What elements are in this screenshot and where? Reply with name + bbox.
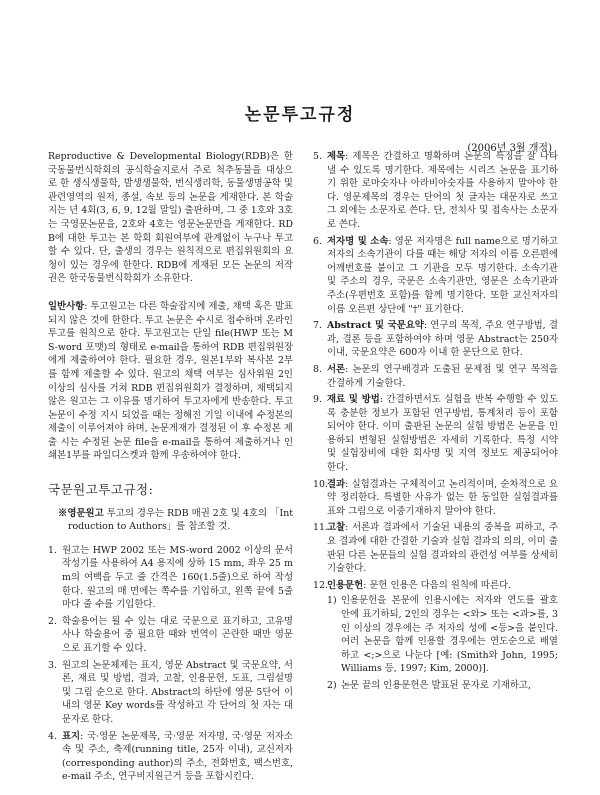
left-column	[48, 150, 293, 787]
rule-label: 서론	[327, 363, 346, 375]
rule-item-5	[313, 150, 558, 232]
rule-label: 인용문헌	[327, 579, 364, 591]
rule-item-7	[313, 319, 558, 360]
revision-date: (2006년 3월 개정)	[467, 143, 552, 154]
rule-text: : 영문 저자명은 full name으로 명기하고 저자의 소속기관이 다를 때는 해당 저자의 이름 오른편에 어깨번호를 붙이고 그 기관을 모두 명기한다. 소속기관 및 주소의 경우, 국문은 소속기관만, 영문은 소속기관과 주소(우편번호 포함)를 함께 명기한다. 또한 교신저자의 이름 오른편 상단에 "†" 표기한다.	[327, 235, 558, 315]
rule-label: 저자명 및 소속	[327, 235, 389, 247]
citation-number: 1)	[327, 595, 337, 607]
rule-item-9	[313, 393, 558, 475]
rule-text: 원고는 HWP 2002 또는 MS-word 2002 이상의 문서작성기를 사용하여 A4 용지에 상하 15 mm, 좌우 25 mm의 여백을 두고 줄 간격은 160(1.5줄)으로 하여 작성한다. 원고의 매 면에는 쪽수를 기입하고, 왼쪽 끝에 5줄마다 줄 수를 기입한다.	[62, 544, 293, 611]
rule-text: 원고의 논문체제는 표지, 영문 Abstract 및 국문요약, 서론, 재료 및 방법, 결과, 고찰, 인용문헌, 도표, 그림설명 및 그림 순으로 한다. Abstract의 하단에 영문 5단어 이내의 영문 Key words를 작성하고 각 단어의 첫 자는 대문자로 한다.	[62, 659, 293, 725]
citation-text: 인용문헌을 본문에 인용시에는 저자와 연도를 괄호 안에 표기하되, 2인의 경우는 <와> 또는 <과>를, 3인 이상의 경우에는 주 저자의 성에 <등>을 붙인다. 여러 논문을 함께 인용할 경우에는 연도순으로 배열하고 <;>으로 나눈다 [예: (Smith와 John, 1995; Williams 등, 1997; Kim, 2000)].	[341, 595, 558, 675]
citation-text: 논문 끝의 인용문헌은 발표된 문자로 기재하고,	[341, 679, 531, 691]
rule-text: : 제목은 간결하고 명확하며 논문의 특징을 잘 나타낼 수 있도록 명기한다. 제목에는 시리즈 논문을 표기하기 위한 로마숫자나 아라비아숫자를 사용하지 말아야 한다. 영문제목의 경우는 단어의 첫 글자는 대문자로 쓰고 그 외에는 소문자로 쓴다. 단, 전치사 및 접속사는 소문자로 쓴다.	[327, 151, 558, 230]
intro-paragraph: Reproductive & Developmental Biology(RDB)은 한국동물번식학회의 공식학술지로서 주로 척추동물을 대상으로 한 생식생물학, 발생생물학, 번식생리학, 동물생명공학 및 관련영역의 원저, 종설, 속보 등의 논문을 게재한다. 본 학술지는 년 4회(3, 6, 9, 12월 말일) 출판하며, 그 중 1호와 3호는 국영문논문을, 2호와 4호는 영문논문만을 게재한다. RDB에 대한 투고는 본 학회 회원여부에 관계없이 누구나 투고할 수 있다. 단, 출생의 경우는 원칙적으로 편집위원회의 요청이 있는 경우에 한한다. RDB에 게재된 모든 논문의 저작권은 한국동물번식학회가 소유한다.	[48, 151, 293, 285]
rule-item-4	[48, 730, 293, 784]
rule-number: 11.	[313, 522, 328, 534]
rule-number: 7.	[313, 320, 322, 332]
citation-rules	[327, 594, 558, 692]
general-label: 일반사항	[48, 300, 85, 312]
rule-text: 학술용어는 될 수 있는 대로 국문으로 표기하고, 고유명사나 학술용어 중 필요한 때와 번역이 곤란한 때만 영문으로 표기할 수 있다.	[62, 615, 293, 654]
rule-number: 4.	[48, 730, 57, 742]
general-section	[48, 300, 293, 463]
citation-rule-1	[327, 594, 558, 676]
rule-item-6	[313, 235, 558, 317]
rule-text: : 서론과 결과에서 기술된 내용의 중복을 피하고, 주요 결과에 대한 간결한 기술과 실험 결과의 의의, 이미 출판된 다른 논문들의 실험 결과와의 관련성 여부를 상세히 기술한다.	[327, 522, 558, 575]
rule-item-2	[48, 615, 293, 656]
rule-label: 고찰	[327, 522, 346, 534]
rule-text: : 문헌 인용은 다음의 원칙에 따른다.	[363, 579, 512, 591]
rule-label: 표지	[62, 730, 81, 742]
note-label: ※영문원고	[58, 507, 104, 519]
rule-text: : 연구의 목적, 주요 연구방법, 결과, 결론 등을 포함하여야 하며 영문 Abstract는 250자 이내, 국문요약은 600자 이내 한 문단으로 한다.	[327, 320, 558, 359]
rule-number: 3.	[48, 659, 57, 671]
rule-item-10	[313, 478, 558, 519]
rule-item-3	[48, 659, 293, 727]
rule-number: 8.	[313, 363, 322, 375]
rule-text: : 실험결과는 구체적이고 논리적이며, 순차적으로 요약 정리한다. 특별한 사유가 없는 한 동일한 실험결과를 표와 그림으로 이중기재하지 말아야 한다.	[327, 478, 558, 517]
page-title: 논문투고규정	[244, 105, 356, 125]
rules-list-left	[48, 544, 293, 784]
rule-item-8	[313, 363, 558, 390]
general-text: : 투고원고는 다른 학술잡지에 제출, 채택 혹은 발표되지 않은 것에 한한다. 투고 논문은 수시로 접수하며 온라인 투고를 원칙으로 한다. 투고원고는 단일 file(HWP 또는 MS-word 포맷)의 형태로 e-mail을 통하여 RDB 편집위원장에게 제출하여야 한다. 필요한 경우, 원본1부와 복사본 2부를 함께 제출할 수 있다. 원고의 채택 여부는 심사위원 2인 이상의 심사를 거쳐 RDB 편집위원회가 결정하며, 채택되지 않은 원고는 그 이유를 명기하여 투고자에게 반송한다. 투고 논문이 수정 지시 되었을 때는 정해진 기일 이내에 수정본의 제출이 이루어져야 하며, 논문게재가 결정된 이 후 수정본 제출 시는 수정된 논문 file을 e-mail을 통하여 제출하거나 인쇄본1부를 파일디스켓과 함께 우송하여야 한다.	[48, 300, 293, 462]
rule-text: : 국·영문 논문제목, 국·영문 저자명, 국·영문 저자소속 및 주소, 축제(running title, 25자 이내), 교신저자(corresponding author)의 주소, 전화번호, 팩스번호, e-mail 주소, 연구비지원근거 등을 포함시킨다.	[62, 730, 293, 783]
rule-number: 5.	[313, 151, 322, 162]
right-column	[313, 150, 558, 696]
korean-rules-heading: 국문원고투고규정:	[48, 482, 154, 498]
rule-label: 재료 및 방법	[327, 394, 380, 406]
rule-text: : 간결하면서도 실험을 반복 수행할 수 있도록 충분한 정보가 포함된 연구방법, 통계처리 등이 포함되어야 한다. 이미 출판된 논문의 실험 방법은 논문을 인용하되 변형된 실험방법은 자세히 기록한다. 특정 시약 및 실험장비에 대한 회사명 및 지역 정보도 제공되어야 한다.	[327, 394, 558, 474]
english-manuscript-note	[58, 507, 293, 534]
citation-number: 2)	[327, 679, 337, 691]
rule-number: 9.	[313, 394, 322, 406]
rule-label: 결과	[327, 478, 346, 490]
rule-number: 10.	[313, 478, 328, 490]
rule-text: : 논문의 연구배경과 도출된 문제점 및 연구 목적을 간결하게 기술한다.	[327, 363, 558, 389]
rule-label: Abstract 및 국문요약	[327, 320, 424, 332]
rule-number: 1.	[48, 544, 57, 556]
rule-label: 제목	[327, 151, 346, 162]
rules-list-right	[313, 150, 558, 693]
citation-rule-2	[327, 679, 558, 693]
rule-item-1	[48, 544, 293, 612]
rule-item-11	[313, 521, 558, 575]
rule-number: 12.	[313, 579, 328, 591]
rule-number: 6.	[313, 235, 322, 247]
rule-item-12	[313, 579, 558, 693]
rule-number: 2.	[48, 615, 57, 627]
note-text: 투고의 경우는 RDB 매권 2호 및 4호의 「Introduction to Authors」를 참조할 것.	[68, 507, 294, 533]
